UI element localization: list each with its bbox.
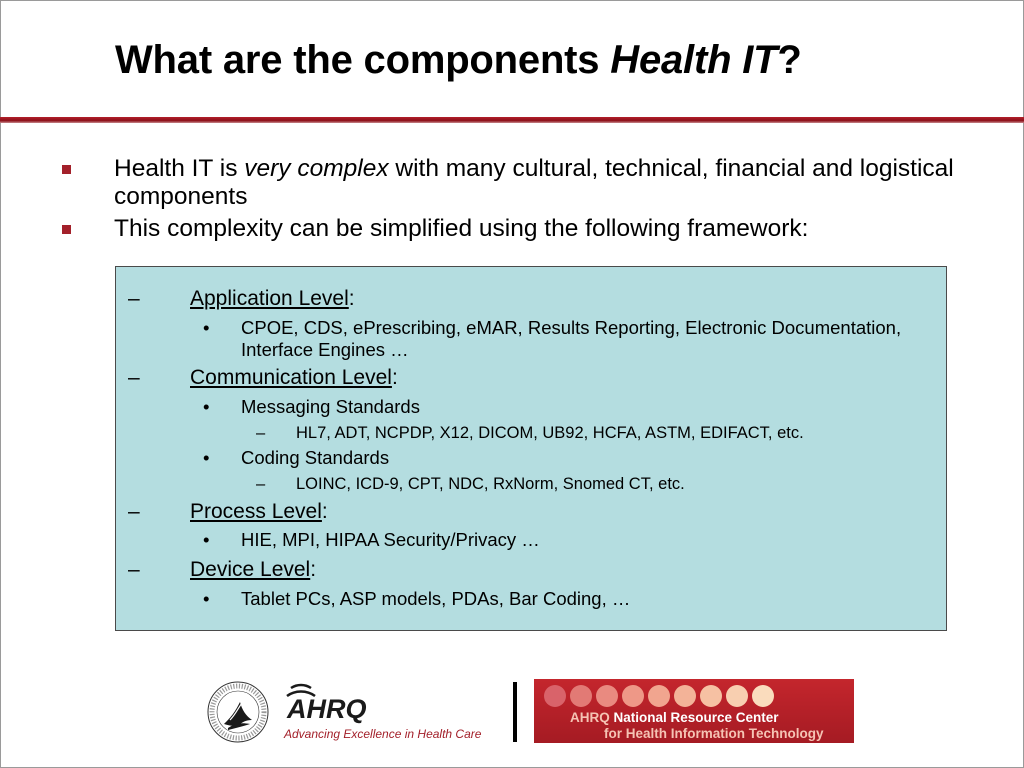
bullet-item-framework: This complexity can be simplified using the following framework:: [62, 215, 962, 243]
level-device: – Device Level:: [128, 558, 317, 581]
level-application: – Application Level:: [128, 287, 355, 310]
square-bullet-icon: [62, 225, 71, 234]
decorative-dot-icon: [622, 685, 644, 707]
decorative-dot-icon: [596, 685, 618, 707]
nrc-title-line1: AHRQ National Resource Center: [570, 710, 779, 725]
title-underline-rule: [0, 117, 1024, 123]
bullet-item-complexity: Health IT is very complex with many cultural, technical, financial and logistical components: [62, 155, 962, 211]
decorative-dot-icon: [700, 685, 722, 707]
level-item: • HIE, MPI, HIPAA Security/Privacy …: [203, 529, 540, 550]
level-subitem: – HL7, ADT, NCPDP, X12, DICOM, UB92, HCFA, ASTM, EDIFACT, etc.: [256, 424, 804, 442]
level-item: • Messaging Standards: [203, 396, 420, 417]
hhs-eagle-seal-icon: [206, 680, 270, 744]
bullet-list: [62, 155, 962, 247]
level-item: • Coding Standards: [203, 447, 390, 468]
ahrq-tagline: Advancing Excellence in Health Care: [284, 727, 482, 741]
ahrq-logo: [285, 682, 393, 724]
decorative-dot-icon: [726, 685, 748, 707]
slide-title: What are the components Health IT?: [115, 38, 802, 82]
level-subitem: – LOINC, ICD-9, CPT, NDC, RxNorm, Snomed CT, etc.: [256, 475, 685, 493]
level-communication: – Communication Level:: [128, 366, 398, 389]
svg-text:AHRQ: AHRQ: [287, 694, 367, 724]
framework-box: [115, 266, 947, 631]
nrc-title-line2: for Health Information Technology: [604, 726, 824, 741]
decorative-dot-icon: [544, 685, 566, 707]
decorative-dot-icon: [752, 685, 774, 707]
decorative-dot-icon: [570, 685, 592, 707]
nrc-banner: [534, 679, 854, 743]
footer-divider: [513, 682, 517, 742]
level-item: • Tablet PCs, ASP models, PDAs, Bar Coding, …: [203, 588, 631, 609]
level-process: – Process Level:: [128, 500, 328, 523]
square-bullet-icon: [62, 165, 71, 174]
level-item: • CPOE, CDS, ePrescribing, eMAR, Results Reporting, Electronic Documentation, Interface Engines …: [203, 317, 902, 360]
decorative-dot-icon: [674, 685, 696, 707]
decorative-dot-icon: [648, 685, 670, 707]
